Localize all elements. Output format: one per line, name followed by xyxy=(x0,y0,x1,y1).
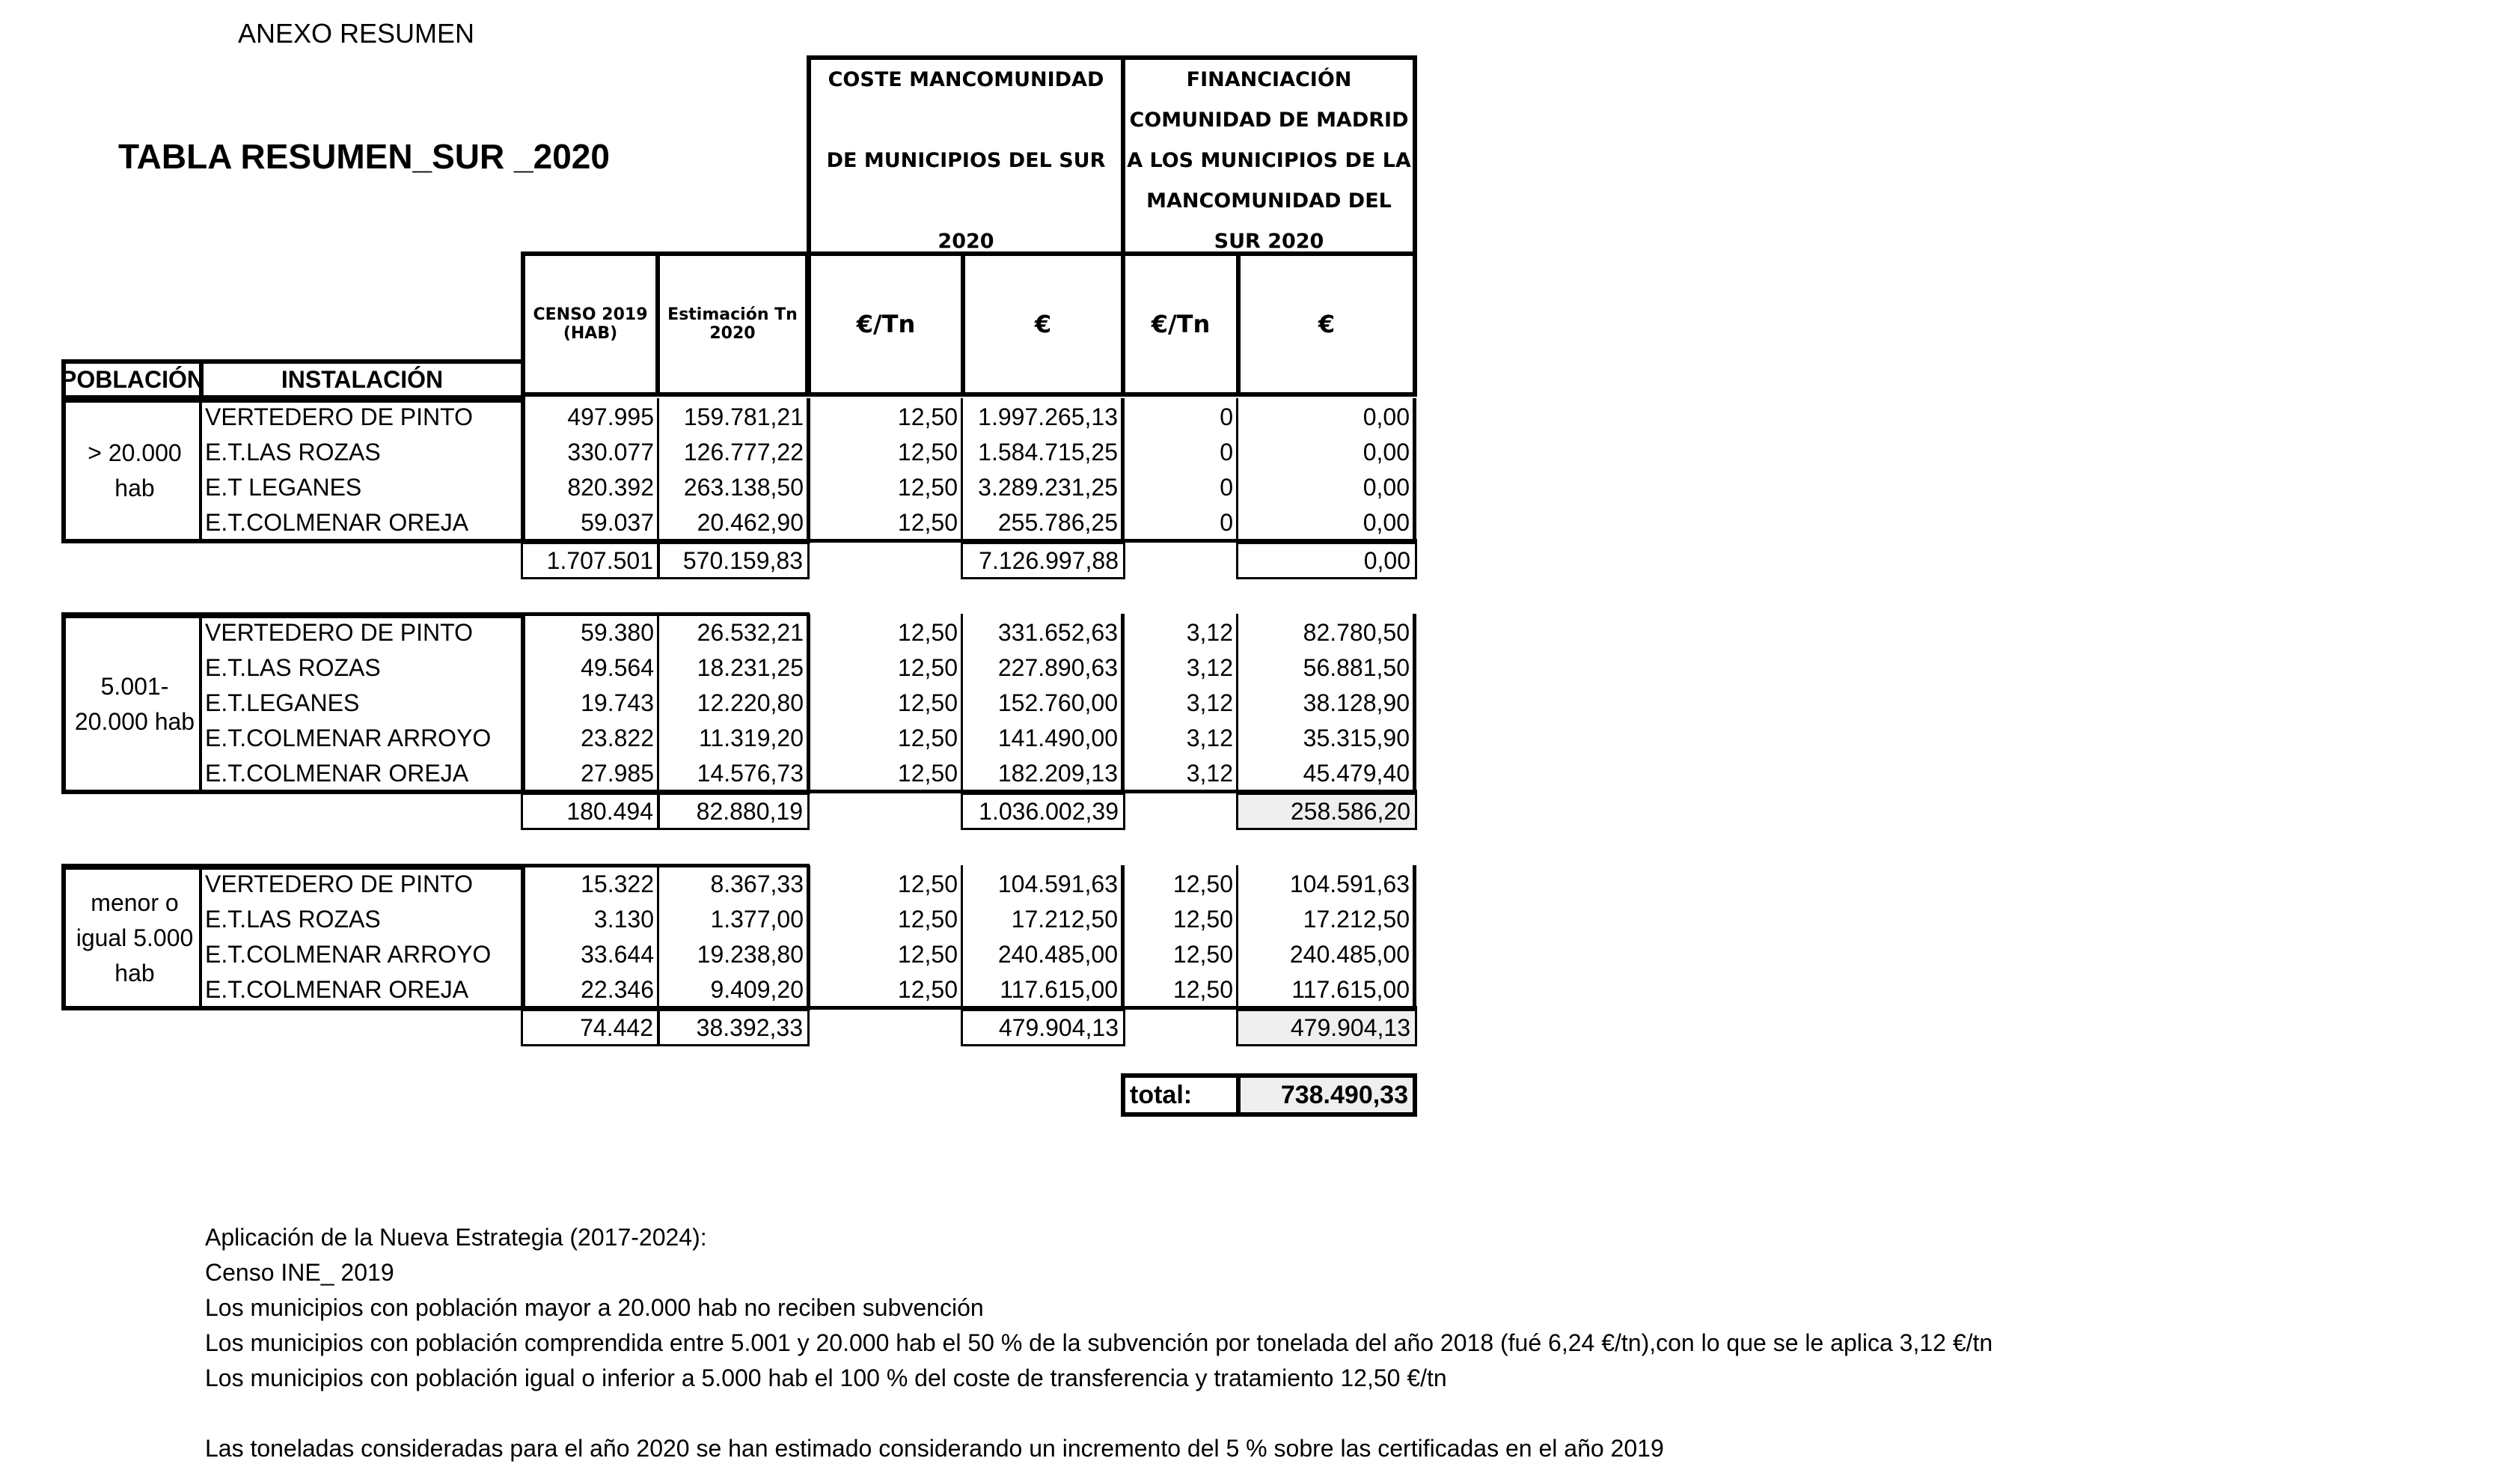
fin-header-line-2: COMUNIDAD DE MADRID xyxy=(1129,109,1409,132)
total-tn: 570.159,83 xyxy=(657,542,810,579)
table-cell-tn: 14.576,73 xyxy=(697,760,804,787)
note-line: Los municipios con población igual o inferior a 5.000 hab el 100 % del coste de transferencia y tratamiento 12,50 €/tn xyxy=(205,1364,1447,1391)
table-cell-fin_tn: 0 xyxy=(1220,439,1233,466)
table-cell-tn: 126.777,22 xyxy=(683,439,804,466)
table-cell-fin: 0,00 xyxy=(1363,474,1410,501)
table-cell-coste_tn: 12,50 xyxy=(897,906,958,933)
table-cell-censo: 3.130 xyxy=(593,906,654,933)
fin-header-line-4: MANCOMUNIDAD DEL xyxy=(1146,189,1392,213)
instalacion-header: INSTALACIÓN xyxy=(199,359,525,400)
table-cell-inst: VERTEDERO DE PINTO xyxy=(205,619,473,646)
table-cell-inst: E.T.COLMENAR ARROYO xyxy=(205,725,492,751)
table-cell-censo: 33.644 xyxy=(581,941,654,968)
table-cell-tn: 11.319,20 xyxy=(699,725,804,751)
table-cell-inst: VERTEDERO DE PINTO xyxy=(205,870,473,897)
table-cell-fin: 0,00 xyxy=(1363,509,1410,536)
table-cell-tn: 18.231,25 xyxy=(697,654,804,681)
table-cell-fin: 104.591,63 xyxy=(1289,870,1410,897)
table-cell-fin: 45.479,40 xyxy=(1303,760,1410,787)
table-cell-coste: 255.786,25 xyxy=(997,509,1118,536)
table-cell-coste_tn: 12,50 xyxy=(897,725,958,751)
group-label: 5.001- 20.000 hab xyxy=(61,614,204,794)
table-cell-tn: 12.220,80 xyxy=(697,689,804,716)
note-line: Los municipios con población comprendida entre 5.001 y 20.000 hab el 50 % de la subvención por tonelada del año 2018 (fué 6,24 €/tn),con lo que se le aplica 3,12 €/tn xyxy=(205,1329,1993,1356)
table-cell-inst: E.T.COLMENAR OREJA xyxy=(205,760,469,787)
table-cell-fin: 0,00 xyxy=(1363,439,1410,466)
fin-header-line-5: SUR 2020 xyxy=(1214,230,1324,253)
total-coste: 479.904,13 xyxy=(961,1009,1125,1046)
table-cell-inst: E.T.COLMENAR OREJA xyxy=(205,509,469,536)
table-cell-coste: 1.584.715,25 xyxy=(978,439,1118,466)
coste-header-line-1: COSTE MANCOMUNIDAD xyxy=(828,68,1104,91)
table-cell-fin_tn: 12,50 xyxy=(1172,941,1233,968)
table-cell-censo: 59.037 xyxy=(581,509,654,536)
coste-header-line-2: DE MUNICIPIOS DEL SUR xyxy=(826,149,1106,172)
table-cell-coste_tn: 12,50 xyxy=(897,403,958,430)
table-cell-censo: 820.392 xyxy=(567,474,654,501)
table-cell-censo: 497.995 xyxy=(567,403,654,430)
table-cell-fin_tn: 12,50 xyxy=(1172,906,1233,933)
group-label: > 20.000 hab xyxy=(61,398,204,543)
table-cell-fin: 117.615,00 xyxy=(1291,976,1410,1003)
table-cell-fin_tn: 0 xyxy=(1220,403,1233,430)
total-coste: 7.126.997,88 xyxy=(961,542,1125,579)
table-cell-coste_tn: 12,50 xyxy=(897,619,958,646)
table-cell-fin_tn: 3,12 xyxy=(1186,654,1233,681)
table-cell-inst: E.T.COLMENAR OREJA xyxy=(205,976,469,1003)
table-cell-coste: 227.890,63 xyxy=(997,654,1118,681)
table-cell-censo: 49.564 xyxy=(581,654,654,681)
table-cell-fin: 56.881,50 xyxy=(1303,654,1410,681)
table-cell-coste: 331.652,63 xyxy=(997,619,1118,646)
total-coste: 1.036.002,39 xyxy=(961,793,1125,830)
grand-total-value: 738.490,33 xyxy=(1236,1073,1417,1117)
table-cell-tn: 26.532,21 xyxy=(697,619,804,646)
table-cell-fin: 35.315,90 xyxy=(1303,725,1410,751)
table-cell-tn: 8.367,33 xyxy=(710,870,804,897)
estimacion-header: Estimación Tn 2020 xyxy=(655,251,810,397)
footnote: Las toneladas consideradas para el año 2020 se han estimado considerando un incremento del 5 % sobre las certificadas en el año 2019 xyxy=(205,1435,1664,1462)
note-line: Aplicación de la Nueva Estrategia (2017-2024): xyxy=(205,1224,707,1251)
note-line: Los municipios con población mayor a 20.000 hab no reciben subvención xyxy=(205,1294,984,1321)
table-cell-tn: 9.409,20 xyxy=(710,976,804,1003)
coste-eur-tn-header: €/Tn xyxy=(807,251,965,397)
table-cell-coste: 3.289.231,25 xyxy=(978,474,1118,501)
coste-header-line-3: 2020 xyxy=(938,230,994,253)
grand-total-label: total: xyxy=(1121,1073,1241,1117)
table-cell-inst: E.T.LAS ROZAS xyxy=(205,906,381,933)
table-cell-coste_tn: 12,50 xyxy=(897,941,958,968)
table-cell-coste_tn: 12,50 xyxy=(897,509,958,536)
table-cell-inst: E.T.LEGANES xyxy=(205,689,360,716)
table-cell-coste_tn: 12,50 xyxy=(897,870,958,897)
table-cell-coste: 1.997.265,13 xyxy=(978,403,1118,430)
total-fin: 479.904,13 xyxy=(1236,1009,1417,1046)
censo-header: CENSO 2019 (HAB) xyxy=(521,251,660,397)
note-line: Censo INE_ 2019 xyxy=(205,1259,394,1286)
table-cell-coste_tn: 12,50 xyxy=(897,760,958,787)
notes-block xyxy=(205,1220,1993,1466)
table-cell-censo: 23.822 xyxy=(581,725,654,751)
table-cell-coste: 117.615,00 xyxy=(1000,976,1118,1003)
table-cell-fin_tn: 3,12 xyxy=(1186,689,1233,716)
table-cell-fin_tn: 3,12 xyxy=(1186,619,1233,646)
table-cell-fin_tn: 3,12 xyxy=(1186,760,1233,787)
table-cell-censo: 59.380 xyxy=(581,619,654,646)
table-cell-coste: 104.591,63 xyxy=(997,870,1118,897)
table-cell-fin: 17.212,50 xyxy=(1303,906,1410,933)
table-cell-fin: 0,00 xyxy=(1363,403,1410,430)
table-cell-tn: 263.138,50 xyxy=(683,474,804,501)
fin-eur-header: € xyxy=(1236,251,1417,397)
total-fin: 0,00 xyxy=(1236,542,1417,579)
table-cell-tn: 20.462,90 xyxy=(697,509,804,536)
table-cell-censo: 27.985 xyxy=(581,760,654,787)
total-tn: 82.880,19 xyxy=(657,793,810,830)
table-cell-tn: 159.781,21 xyxy=(683,403,804,430)
table-cell-coste: 182.209,13 xyxy=(997,760,1118,787)
total-tn: 38.392,33 xyxy=(657,1009,810,1046)
table-cell-fin: 240.485,00 xyxy=(1289,941,1410,968)
table-cell-coste_tn: 12,50 xyxy=(897,654,958,681)
table-cell-fin_tn: 0 xyxy=(1220,509,1233,536)
total-censo: 180.494 xyxy=(521,793,660,830)
table-cell-coste: 240.485,00 xyxy=(997,941,1118,968)
table-cell-coste_tn: 12,50 xyxy=(897,474,958,501)
table-cell-coste: 152.760,00 xyxy=(997,689,1118,716)
table-cell-inst: VERTEDERO DE PINTO xyxy=(205,403,473,430)
table-cell-censo: 22.346 xyxy=(581,976,654,1003)
table-cell-coste: 17.212,50 xyxy=(1011,906,1118,933)
table-cell-fin: 82.780,50 xyxy=(1303,619,1410,646)
table-cell-fin: 38.128,90 xyxy=(1303,689,1410,716)
annex-title: ANEXO RESUMEN xyxy=(238,18,475,49)
table-cell-inst: E.T.LAS ROZAS xyxy=(205,654,381,681)
table-cell-tn: 19.238,80 xyxy=(697,941,804,968)
fin-header-line-1: FINANCIACIÓN xyxy=(1186,68,1352,91)
group-label: menor o igual 5.000 hab xyxy=(61,865,204,1010)
table-cell-coste_tn: 12,50 xyxy=(897,976,958,1003)
table-cell-fin_tn: 12,50 xyxy=(1172,976,1233,1003)
table-cell-inst: E.T LEGANES xyxy=(205,474,362,501)
table-cell-fin_tn: 12,50 xyxy=(1172,870,1233,897)
table-cell-fin_tn: 0 xyxy=(1220,474,1233,501)
table-cell-tn: 1.377,00 xyxy=(710,906,804,933)
total-censo: 74.442 xyxy=(521,1009,660,1046)
table-cell-inst: E.T.LAS ROZAS xyxy=(205,439,381,466)
fin-eur-tn-header: €/Tn xyxy=(1121,251,1241,397)
table-title: TABLA RESUMEN_SUR _2020 xyxy=(118,137,610,176)
table-cell-inst: E.T.COLMENAR ARROYO xyxy=(205,941,492,968)
table-cell-coste: 141.490,00 xyxy=(997,725,1118,751)
table-cell-censo: 330.077 xyxy=(567,439,654,466)
coste-eur-header: € xyxy=(961,251,1125,397)
poblacion-header: POBLACIÓN xyxy=(61,359,204,400)
fin-header-line-3: A LOS MUNICIPIOS DE LA xyxy=(1127,149,1411,172)
table-cell-coste_tn: 12,50 xyxy=(897,439,958,466)
table-cell-censo: 19.743 xyxy=(581,689,654,716)
table-cell-fin_tn: 3,12 xyxy=(1186,725,1233,751)
table-cell-coste_tn: 12,50 xyxy=(897,689,958,716)
table-cell-censo: 15.322 xyxy=(581,870,654,897)
total-censo: 1.707.501 xyxy=(521,542,660,579)
total-fin: 258.586,20 xyxy=(1236,793,1417,830)
